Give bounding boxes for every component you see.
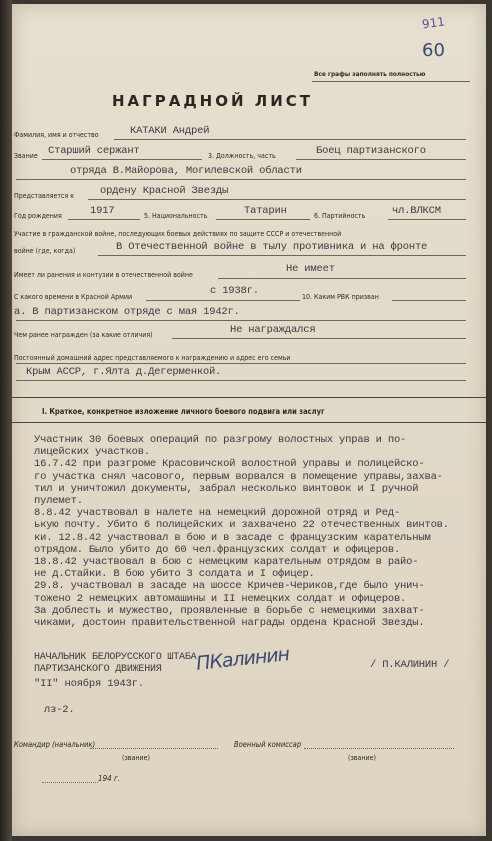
rank-label: Звание: [14, 152, 38, 160]
fill-hint: Все графы заполнять полностью: [314, 70, 426, 78]
party-label: 6. Партийность: [314, 212, 366, 220]
rvk-label: 10. Каким РВК призван: [302, 293, 379, 301]
narrative-line: не д.Стайки. В бою убито 3 солдата и I офицер.: [34, 568, 315, 581]
birth-year-label: Год рождения: [14, 212, 62, 220]
reference-mark: лз-2.: [44, 704, 75, 716]
page-number: 60: [422, 40, 445, 61]
section-heading: I. Краткое, конкретное изложение личного боевого подвига или заслуг: [42, 407, 325, 416]
signatory-name: / П.КАЛИНИН /: [370, 659, 450, 671]
address-value: Крым АССР, г.Ялта д.Дегерменкой.: [26, 366, 222, 378]
army-since-value: с 1938г.: [210, 285, 259, 297]
rank-value: Старший сержант: [48, 145, 140, 157]
service-label-1: Участие в гражданской войне, последующих боевых действиях по защите СССР и отечественной: [14, 230, 342, 238]
army-since-label: С какого времени в Красной Армии: [14, 293, 133, 301]
position-value-2: отряда В.Майорова, Могилевской области: [70, 165, 302, 177]
rank-caption-1: (звание): [122, 754, 150, 762]
nominated-value: ордену Красной Звезды: [100, 185, 229, 197]
narrative-line: ки. 12.8.42 участвовал в бою и в засаде с французским карательным: [34, 531, 431, 544]
birth-year-value: 1917: [90, 205, 115, 217]
nationality-value: Татарин: [244, 205, 287, 217]
narrative-line: пулемет.: [34, 495, 83, 507]
year-line: 194 г.: [98, 774, 121, 783]
signature-date: "II" ноября 1943г.: [34, 678, 144, 690]
prior-awards-label: Чем ранее награжден (за какие отличия): [14, 331, 153, 339]
narrative-line: отрядом. Было убито до 60 чел.французских солдат и офицеров.: [34, 543, 401, 556]
nominated-label: Представляется к: [14, 192, 75, 200]
narrative-line: Участник 30 боевых операций по разгрому волостных управ и по-: [34, 434, 407, 446]
name-value: КАТАКИ Андрей: [130, 125, 210, 137]
narrative-line: чиками, достоин правительственной награды ордена Красной Звезды.: [34, 617, 425, 629]
narrative-line: тил и уничтожил документы, забрал несколько винтовок и I ручной: [34, 482, 419, 495]
narrative-line: 18.8.42 участвовал в бою с немецким карательным отрядом в райо-: [34, 556, 419, 568]
name-label: Фамилия, имя и отчество: [14, 131, 99, 139]
position-value-1: Боец партизанского: [316, 145, 426, 157]
narrative-line: ькую почту. Убито 6 полицейских и захвачено 22 отечественных винтов.: [34, 519, 449, 532]
corner-mark: 911: [421, 14, 446, 32]
rank-caption-2: (звание): [348, 754, 376, 762]
nationality-label: 5. Национальность: [144, 212, 208, 220]
narrative-line: 29.8. участвовал в засаде на шоссе Кричев-Чериков,где было унич-: [34, 580, 425, 593]
narrative-line: тожено 2 немецких автомашины и II немецких солдат и офицеров.: [34, 592, 407, 605]
wounds-value: Не имеет: [286, 263, 335, 275]
wounds-label: Имеет ли ранения и контузии в отечественной войне: [14, 271, 193, 279]
position-label: 3. Должность, часть: [208, 152, 276, 160]
narrative-line: 16.7.42 при разгроме Красовичской волостной управы и полицейско-: [34, 458, 425, 471]
handwritten-signature: ПКалинин: [195, 643, 291, 675]
org-line-2: ПАРТИЗАНСКОГО ДВИЖЕНИЯ: [34, 664, 162, 675]
org-line-1: НАЧАЛЬНИК БЕЛОРУССКОГО ШТАБА: [34, 652, 197, 663]
award-sheet: [12, 4, 486, 836]
narrative-line: За доблесть и мужество, проявленные в борьбе с немецкими захват-: [34, 604, 425, 617]
service-value: В Отечественной войне в тылу противника и на фронте: [116, 241, 428, 253]
party-value: чл.ВЛКСМ: [392, 205, 441, 217]
commander-label: Командир (начальник): [14, 740, 96, 749]
narrative-line: лицейских участков.: [34, 446, 150, 459]
address-label: Постоянный домашний адрес представляемого к награждению и адрес его семьи: [14, 354, 291, 362]
narrative-line: го участка снял часового, первым ворвался в помещение управы,захва-: [34, 470, 443, 483]
partisan-value: а. В партизанском отряде с мая 1942г.: [14, 306, 240, 318]
document-title: НАГРАДНОЙ ЛИСТ: [112, 92, 314, 110]
service-label-2: войне (где, когда): [14, 247, 76, 255]
prior-awards-value: Не награждался: [230, 324, 316, 336]
book-binding: [0, 0, 12, 841]
narrative-line: 8.8.42 участвовал в налете на немецкий дорожной отряд и Ред-: [34, 507, 401, 520]
commissar-label: Военный комиссар: [234, 740, 302, 749]
